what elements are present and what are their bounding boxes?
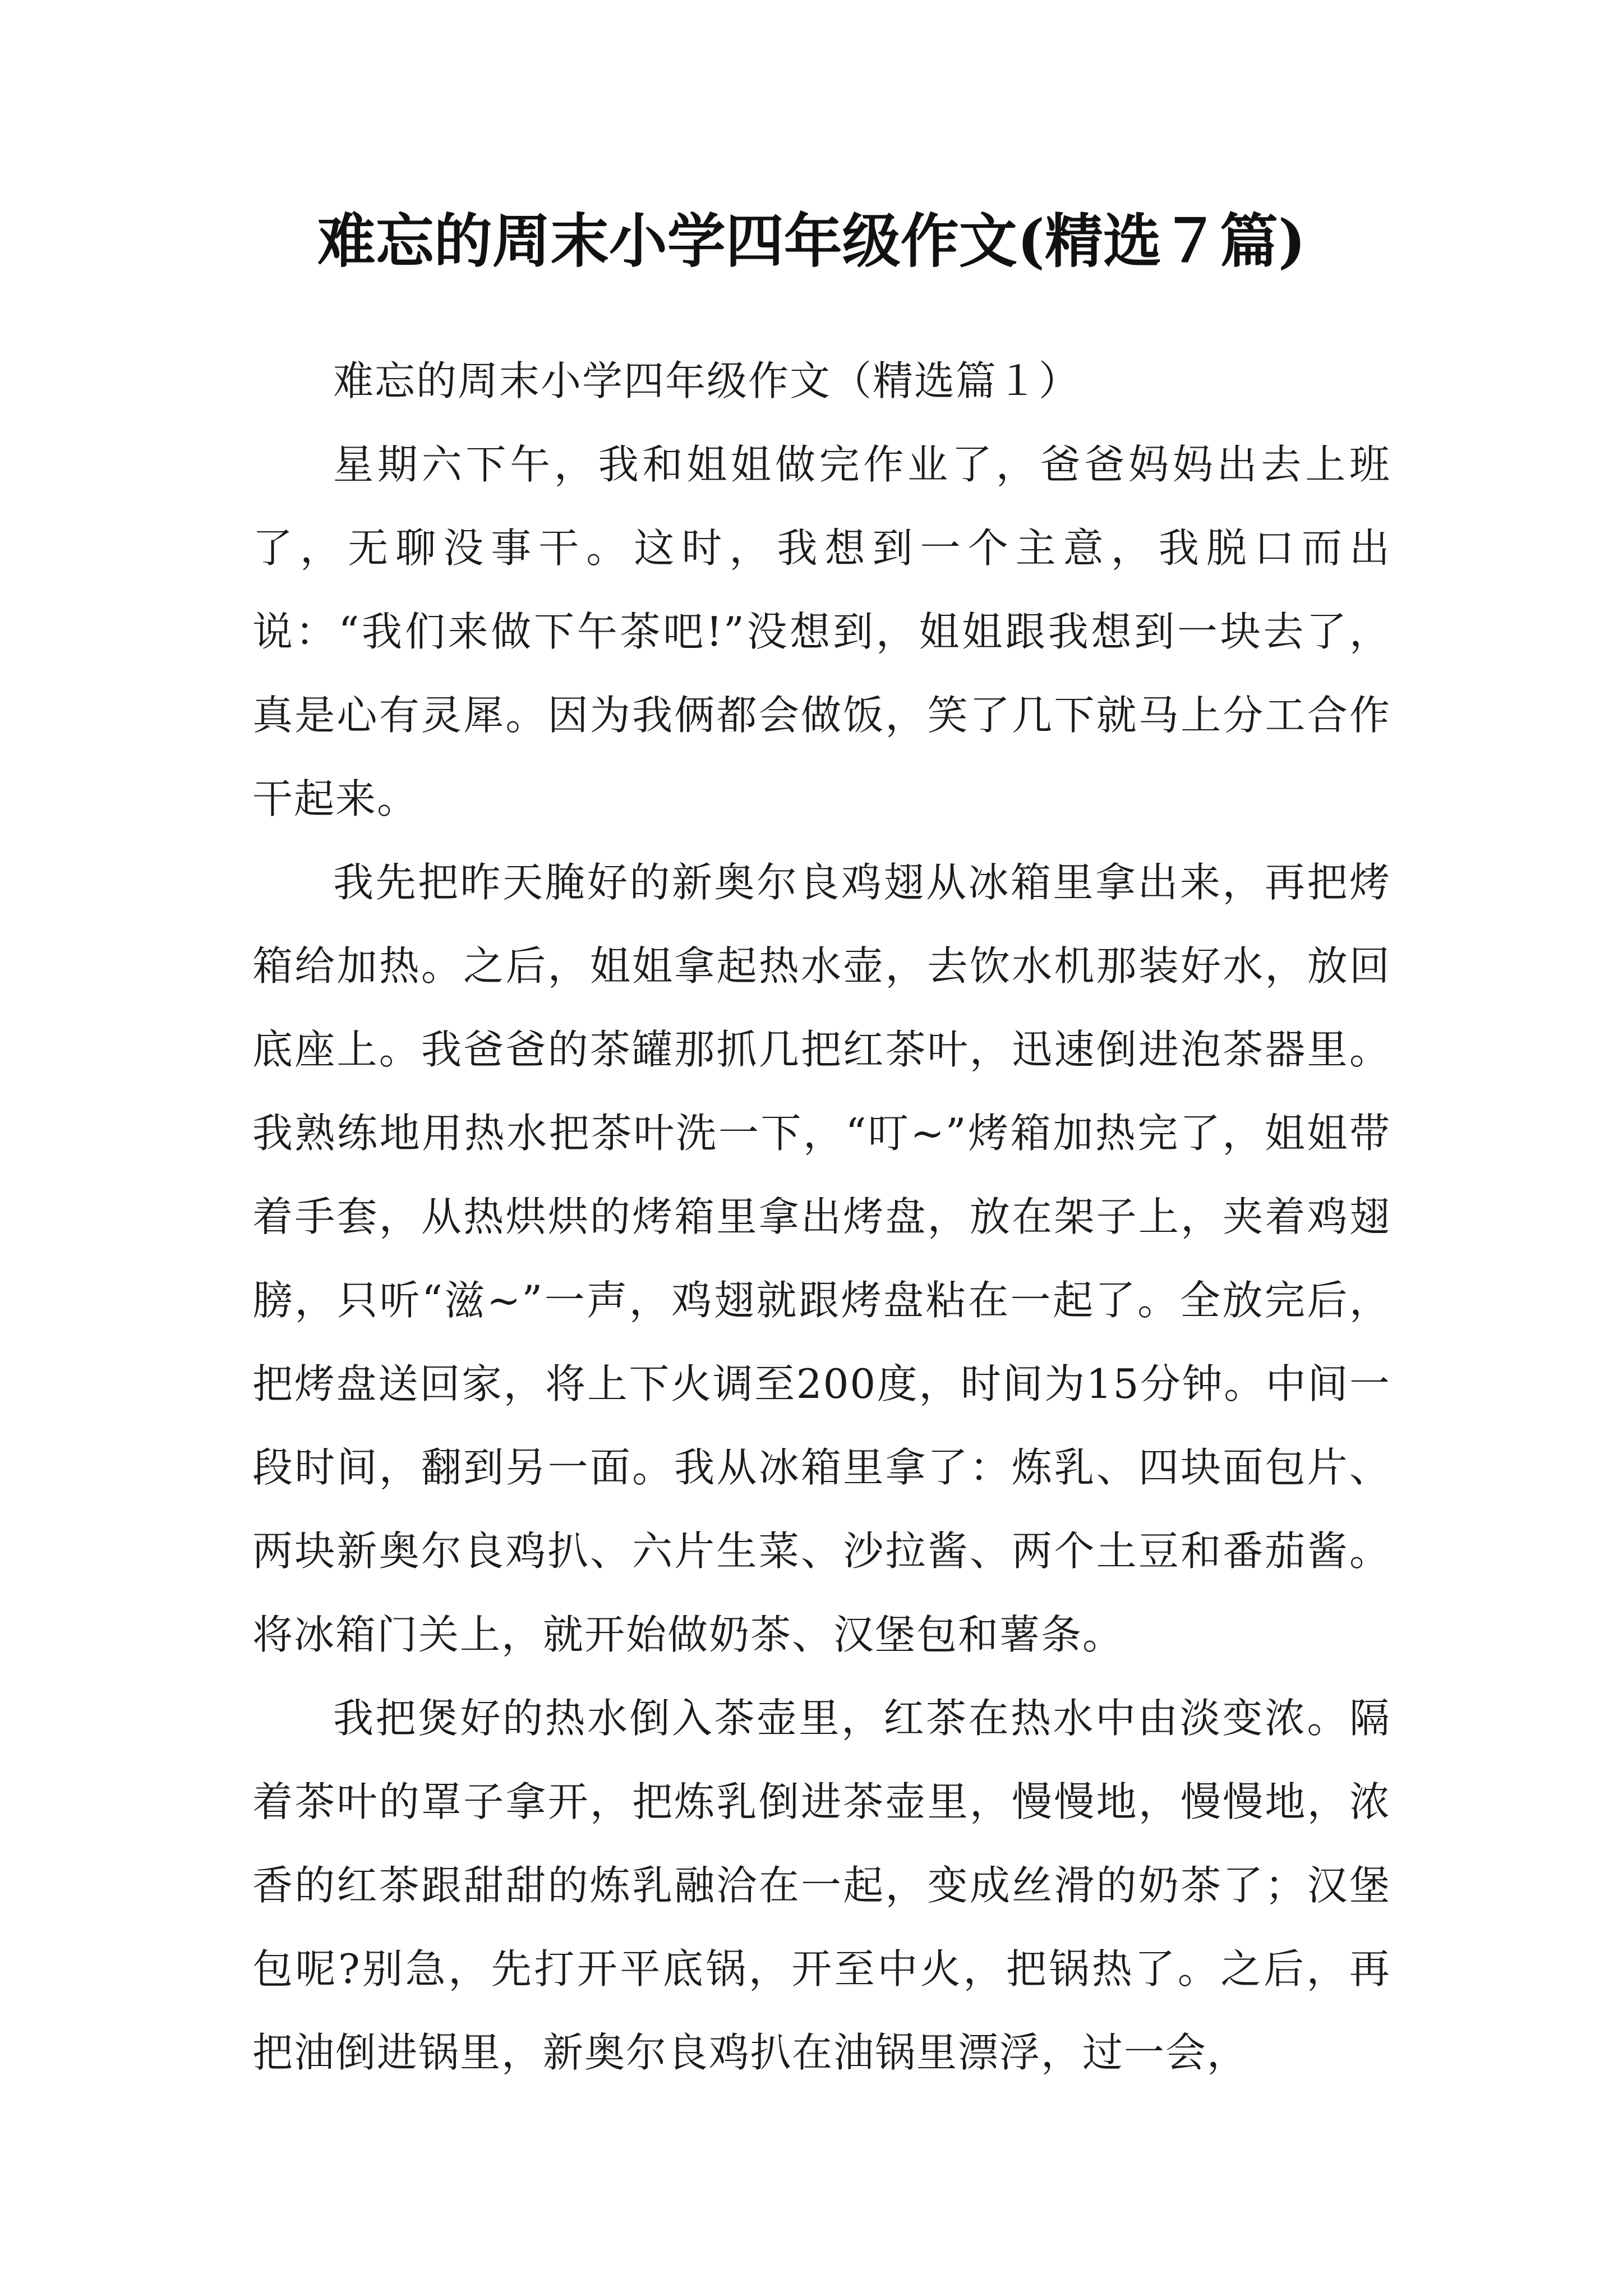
paragraph-2: 我先把昨天腌好的新奥尔良鸡翅从冰箱里拿出来，再把烤箱给加热。之后，姐姐拿起热水壶，去饮水机那装好水，放回底座上。我爸爸的茶罐那抓几把红茶叶，迅速倒进泡茶器里。我熟练地用热水把茶叶洗一下，“叮~”烤箱加热完了，姐姐带着手套，从热烘烘的烤箱里拿出烤盘，放在架子上，夹着鸡翅膀，只听“滋~”一声，鸡翅就跟烤盘粘在一起了。全放完后，把烤盘送回家，将上下火调至200度，时间为15分钟。中间一段时间，翻到另一面。我从冰箱里拿了：炼乳、四块面包片、两块新奥尔良鸡扒、六片生菜、沙拉酱、两个土豆和番茄酱。将冰箱门关上，就开始做奶茶、汉堡包和薯条。 xyxy=(252,859,1391,1658)
paragraph-3: 我把煲好的热水倒入茶壶里，红茶在热水中由淡变浓。隔着茶叶的罩子拿开，把炼乳倒进茶壶里，慢慢地，慢慢地，浓香的红茶跟甜甜的炼乳融洽在一起，变成丝滑的奶茶了；汉堡包呢?别急，先打开平底锅，开至中火，把锅热了。之后，再把油倒进锅里，新奥尔良鸡扒在油锅里漂浮，过一会， xyxy=(252,1695,1391,2076)
document-body xyxy=(252,339,1391,2095)
paragraph-1: 星期六下午，我和姐姐做完作业了，爸爸妈妈出去上班了，无聊没事干。这时，我想到一个主意，我脱口而出说：“我们来做下午茶吧!”没想到，姐姐跟我想到一块去了，真是心有灵犀。因为我俩都会做饭，笑了几下就马上分工合作干起来。 xyxy=(252,441,1391,822)
section-heading: 难忘的周末小学四年级作文（精选篇１） xyxy=(333,357,1081,404)
document-title: 难忘的周末小学四年级作文(精选７篇) xyxy=(317,206,1306,275)
